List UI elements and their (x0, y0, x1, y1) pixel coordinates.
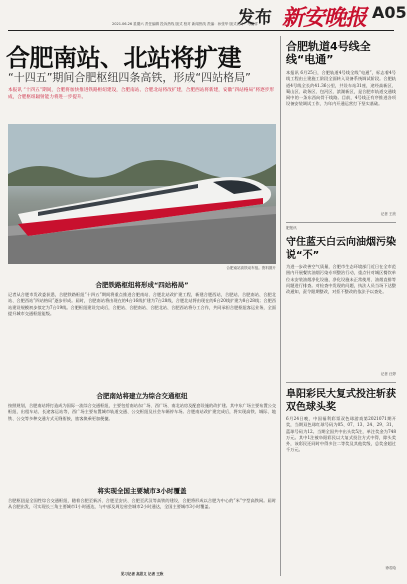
right3-headline: 阜阳彩民大复式投注斩获双色球头奖 (286, 389, 396, 413)
right2-headline: 守住蓝天白云向油烟污染说“不” (286, 237, 396, 261)
right3-credit: 徐若晗 (385, 566, 396, 570)
right2-credit: 记者 汪婷 (380, 372, 396, 376)
section-label: 发布 (238, 8, 272, 28)
train-illustration (8, 124, 276, 264)
main-subhead: “十四五”期间合肥枢纽四条高铁，形成“四站格局” (8, 71, 251, 84)
main-headline: 合肥南站、北站将扩建 (6, 44, 241, 72)
section3-title: 将实现全国主要城市3小时覆盖 (97, 487, 187, 495)
right2-body: 为进一步改善空气质量，合肥市生态环境部门近日在全市范围内开展餐饮油烟污染专项整治行动，重点针对城区餐饮单位未安装油烟净化设施、净化设施未正常使用、油烟直排等问题进行排查。对检查中发现的问题，执法人员当场下达整改通知，责令限期整改，对拒不整改的依法予以查处。 (286, 264, 396, 295)
masthead (0, 0, 407, 32)
train-photo (8, 124, 276, 264)
page-number: A05 (372, 3, 407, 22)
right3-body: 6月24日晚，中国福利彩票双色球游戏第2021071期开奖，当期双色球红球号码为05、07、13、24、29、31，蓝球号码为12。当期全国共中出头奖5注，单注奖金为748万元。其中1注被阜阳彩民以大复式投注方式中得，除头奖外，该彩民还同时中得多注二等奖及其他奖级，总奖金超过千万元。 (286, 416, 396, 453)
column-divider (280, 36, 281, 576)
right1-body: 本报讯 6月25日，合肥轨道4号线全线“电通”，标志着4号线工程由土建施工阶段全面转入设备系统调试阶段。合肥轨道4号线全长约41.36公里，共设车站31座，途经高新区、蜀山区、政务区、包河区、滨湖新区，是合肥市轨道交通线网中的一条东西向骨干线路。目前，4号线正有序推进各项设备安装调试工作，为年内开通运营打下坚实基础。 (286, 70, 396, 107)
main-lead: 本报讯 “十四五”期间，合肥将加快推进铁路枢纽建设，合肥南站、合肥北站将改扩建，合肥西站将新建，安徽“四站格局”将逐步形成，合肥枢纽辐射能力将进一步提升。 (8, 88, 274, 100)
brand-logo: 新安晚报 (282, 5, 367, 31)
right2-kicker: 肥报讯 (286, 226, 297, 230)
section2-body: 按照规划，合肥南站将打造成为国际一流综合交通枢纽，主要包括南站东广场、西广场、南北站房及配套设施的改扩建。其中东广场主要布置公交枢纽、出租车站、长途客运站等，西广场主要布置城市轨道交通、公交枢纽及社会车辆停车场。合肥南站改扩建完成后，将实现高铁、城际、地铁、公交等多种交通方式无缝衔接，旅客换乘更加便捷。 (8, 403, 277, 421)
section2-title: 合肥南站将建立为综合交通枢纽 (96, 392, 188, 400)
main-footer-credit: 见习记者 高思义 记者 王欣 (120, 572, 164, 576)
right-rule-1 (286, 222, 396, 223)
section1-body: 记者从合肥市发改委获悉，合肥铁路枢纽“十四五”期间将重点推进合肥南站、合肥北站改扩建工程，新建合肥西站，合肥站、合肥南站、合肥北站、合肥西站“四站格局”逐步形成。届时，合肥南站将由现在的4台16线扩建为7台28线，合肥北站将由现在的6台20线扩建为8台28线；合肥西站建设规模初步拟定为7台19线。合肥枢纽建设完成后，合肥站、合肥南站、合肥北站、合肥西站将分工合作，共同承担合肥枢纽客运业务，全面提升城市交通枢纽能级。 (8, 292, 276, 316)
right1-credit: 记者 王欣 (380, 212, 396, 216)
right-rule-2 (286, 382, 396, 383)
photo-caption: 合肥南站高铁动车组。资料图片 (226, 266, 276, 270)
right1-headline: 合肥轨道4号线全线“电通” (286, 40, 371, 66)
masthead-rule (8, 30, 394, 31)
section1-title: 合肥铁路枢纽将形成“四站格局” (95, 281, 189, 289)
masthead-info: 2021.06.26 星期六 责任编辑 投诉热线 版式 校对 新闻热线 责编：孙张华 版式设计：马骏祥 (112, 22, 258, 26)
section3-body: 合肥枢纽是全国性综合交通枢纽，随着合肥至新沂、合肥至安庆、合肥至武汉等高铁的建设，合肥将形成以合肥为中心的“米”字型高铁网。届时从合肥出发，可实现长三角主要城市1小时通达，与中部及周边省会城市2小时通达，全国主要城市3小时覆盖。 (8, 498, 276, 510)
